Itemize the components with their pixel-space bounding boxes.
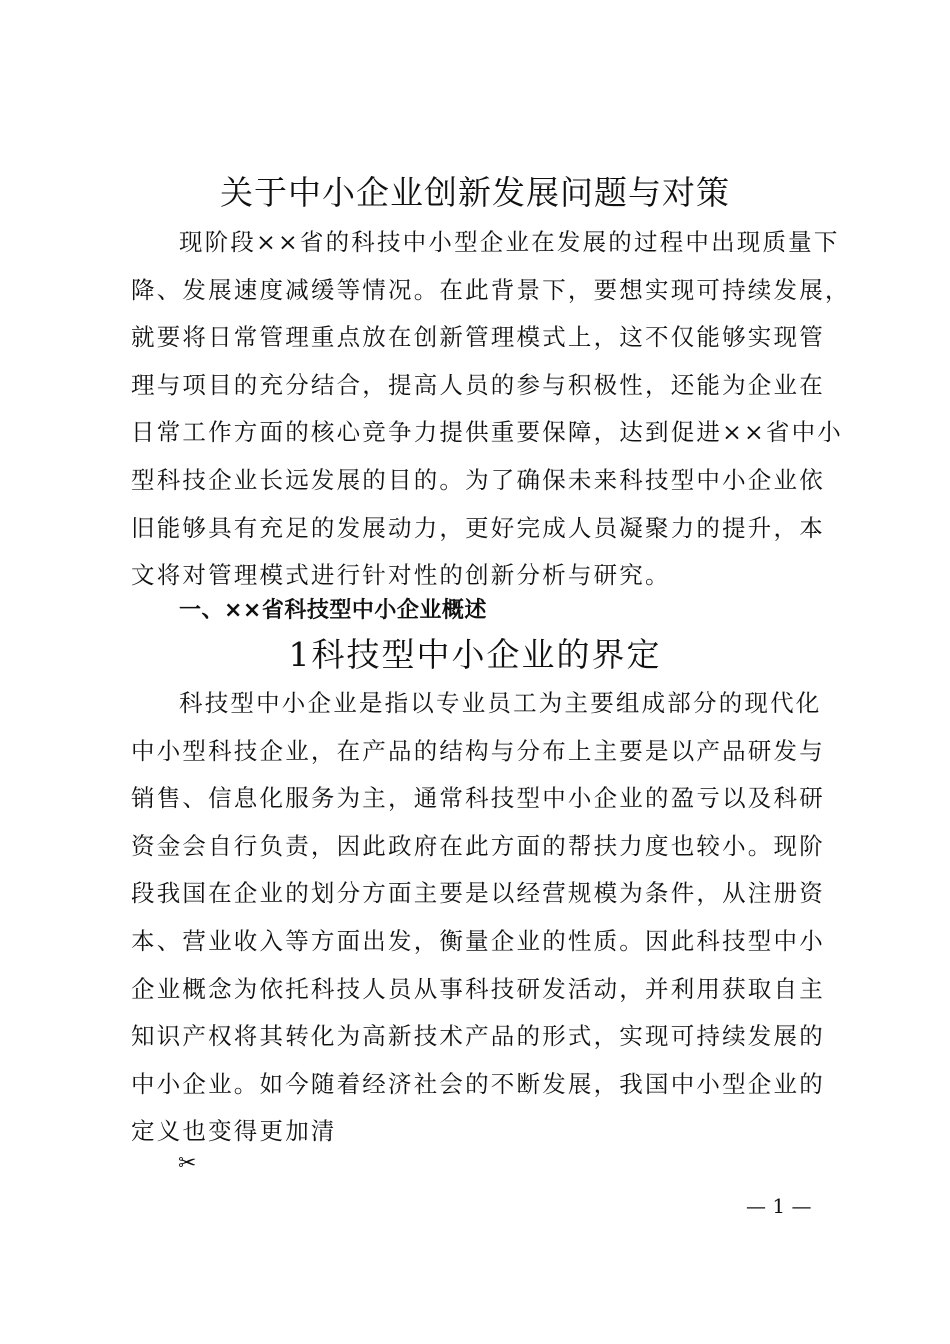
paragraph-line: 中小企业。如今随着经济社会的不断发展，我国中小型企业的 xyxy=(131,1069,825,1098)
paragraph-line: 定义也变得更加清 xyxy=(131,1117,337,1146)
paragraph-line: 销售、信息化服务为主，通常科技型中小企业的盈亏以及科研 xyxy=(131,784,825,813)
scissors-icon: ✂ xyxy=(178,1151,197,1176)
paragraph-line: 型科技企业长远发展的目的。为了确保未来科技型中小企业依 xyxy=(131,465,825,494)
paragraph-line: 中小型科技企业，在产品的结构与分布上主要是以产品研发与 xyxy=(131,736,825,765)
paragraph-line: 资金会自行负责，因此政府在此方面的帮扶力度也较小。现阶 xyxy=(131,831,825,860)
paragraph-line: 文将对管理模式进行针对性的创新分析与研究。 xyxy=(131,561,671,590)
subsection-title: 1科技型中小企业的界定 xyxy=(288,635,662,674)
paragraph-line: 段我国在企业的划分方面主要是以经营规模为条件，从注册资 xyxy=(131,879,825,908)
paragraph-line: 知识产权将其转化为高新技术产品的形式，实现可持续发展的 xyxy=(131,1022,825,1051)
paragraph-line: 本、营业收入等方面出发，衡量企业的性质。因此科技型中小 xyxy=(131,926,825,955)
paragraph-line: 理与项目的充分结合，提高人员的参与积极性，还能为企业在 xyxy=(131,370,825,399)
paragraph-line: 降、发展速度减缓等情况。在此背景下，要想实现可持续发展， xyxy=(131,275,851,304)
intro-paragraph xyxy=(131,219,851,600)
section-heading: 一、××省科技型中小企业概述 xyxy=(179,598,487,623)
paragraph-line: 旧能够具有充足的发展动力，更好完成人员凝聚力的提升，本 xyxy=(131,513,825,542)
document-title: 关于中小企业创新发展问题与对策 xyxy=(220,173,730,212)
page-number: — 1 — xyxy=(746,1194,812,1218)
paragraph-line: 企业概念为依托科技人员从事科技研发活动，并利用获取自主 xyxy=(131,974,825,1003)
paragraph-line: 科技型中小企业是指以专业员工为主要组成部分的现代化 xyxy=(179,689,822,717)
paragraph-line: 就要将日常管理重点放在创新管理模式上，这不仅能够实现管 xyxy=(131,323,825,352)
paragraph-line: 日常工作方面的核心竞争力提供重要保障，达到促进××省中小 xyxy=(131,418,843,447)
body-paragraph xyxy=(131,680,825,1156)
paragraph-line: 现阶段××省的科技中小型企业在发展的过程中出现质量下 xyxy=(179,228,840,256)
